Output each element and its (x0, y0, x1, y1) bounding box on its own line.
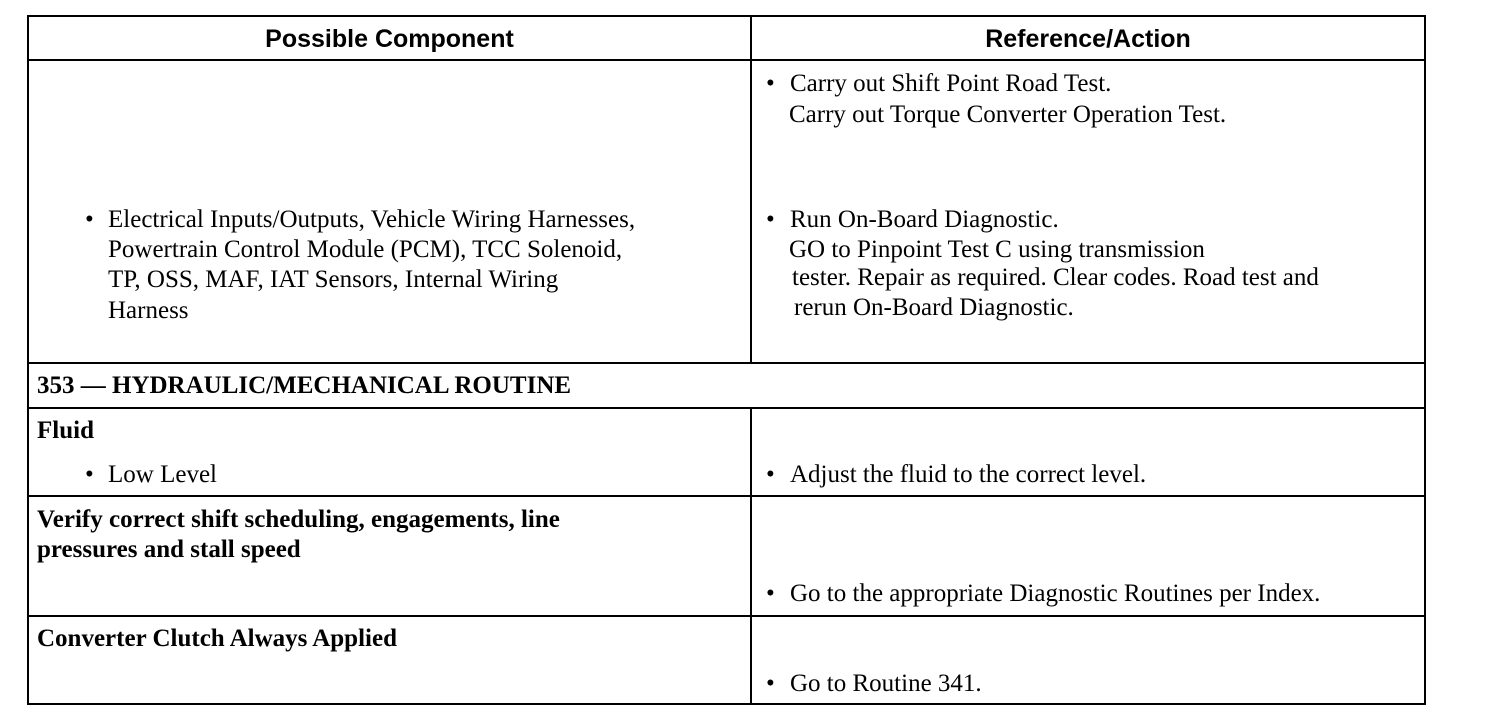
row-divider (29, 615, 1424, 617)
action-text: rerun On-Board Diagnostic. (794, 294, 1074, 321)
bullet-icon: • (85, 461, 94, 488)
verify-title: Verify correct shift scheduling, engagements, line (37, 506, 560, 533)
component-text: Harness (108, 297, 189, 324)
converter-action: Go to Routine 341. (790, 670, 982, 697)
action-text: Run On-Board Diagnostic. (790, 206, 1059, 233)
diagnostic-table (27, 15, 1426, 705)
bullet-icon: • (766, 580, 775, 607)
component-text: Powertrain Control Module (PCM), TCC Solenoid, (108, 236, 623, 263)
bullet-icon: • (766, 70, 775, 97)
header-reference-action: Reference/Action (985, 25, 1191, 53)
section-title: 353 — HYDRAULIC/MECHANICAL ROUTINE (37, 372, 572, 399)
action-text: Carry out Shift Point Road Test. (790, 70, 1112, 97)
converter-title: Converter Clutch Always Applied (37, 625, 397, 652)
row-divider (29, 407, 1424, 409)
action-text: tester. Repair as required. Clear codes. Road test and (792, 264, 1319, 291)
verify-title: pressures and stall speed (37, 536, 301, 563)
action-text: Carry out Torque Converter Operation Test. (789, 101, 1227, 128)
row-divider (29, 495, 1424, 497)
action-text: GO to Pinpoint Test C using transmission (789, 236, 1205, 263)
header-possible-component: Possible Component (265, 25, 514, 53)
fluid-action: Adjust the fluid to the correct level. (790, 461, 1147, 488)
bullet-icon: • (766, 206, 775, 233)
component-text: TP, OSS, MAF, IAT Sensors, Internal Wiring (108, 266, 559, 293)
header-divider (29, 59, 1424, 61)
component-text: Electrical Inputs/Outputs, Vehicle Wiring Harnesses, (108, 206, 636, 233)
fluid-title: Fluid (37, 417, 94, 444)
verify-action: Go to the appropriate Diagnostic Routines per Index. (790, 580, 1321, 607)
row-divider (29, 362, 1424, 364)
column-divider (750, 17, 752, 362)
column-divider (750, 407, 752, 705)
bullet-icon: • (766, 670, 775, 697)
bullet-icon: • (85, 206, 94, 233)
fluid-item: Low Level (108, 461, 217, 488)
bullet-icon: • (766, 461, 775, 488)
